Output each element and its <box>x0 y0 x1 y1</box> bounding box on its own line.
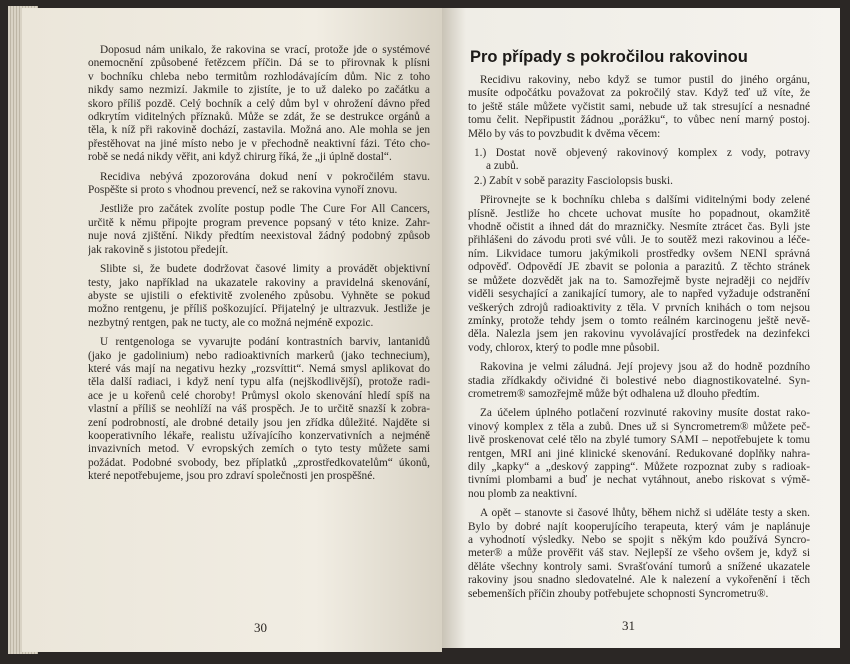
text-line: veškerých zdrojů radioaktivity z těla. V prvních knihách o tom nejsou <box>468 301 810 314</box>
text-line: (jako je gadolinium) nebo radioaktivních markerů (jako technecium), <box>88 349 430 362</box>
section-title: Pro případy s pokročilou rakovinou <box>470 48 748 66</box>
text-line: vinový komplex z těla a zubů. Dnes už si Syncrometrem® můžete peč- <box>468 420 810 433</box>
text-line: jak rakovině s jistotou předejít. <box>88 243 229 256</box>
text-line: viděli sesychající a zanikající tumory, ale to napřed vyžaduje odstranění <box>468 288 810 301</box>
text-line: ním. Likvidace tumoru jakýmikoli prostředky ovšem NENÍ správná <box>468 247 810 260</box>
text-line: nezbytný rentgen, pak ne tucty, ale co možná nejméně expozic. <box>88 316 374 329</box>
text-line: Slibte si, že budete dodržovat časové limity a provádět objektivní <box>100 263 430 276</box>
right-page-body <box>468 74 810 607</box>
paragraph <box>88 44 430 165</box>
paragraph <box>88 263 430 330</box>
text-line: vhodně očistit a ihned dát do mrazničky. Nesmíte ztrácet čas. Byli jste <box>468 221 810 234</box>
text-line: meter® a může prověřit váš stav. Nejlepší ze všeho ovšem je, když si <box>468 547 810 560</box>
text-line: děláte všechny kontroly sami. Svrašťování tumorů a snížené ukazatele <box>468 560 810 573</box>
text-line: odpověď. Odpovědí JE zbavit se polonia a parazitů. Z těchto stránek <box>468 261 810 274</box>
text-line: Přirovnejte se k bochníku chleba s dalšími viditelnými body zelené <box>480 194 810 207</box>
paragraph <box>88 336 430 483</box>
text-line: A opět – stanovte si časové lhůty, během nichž si uděláte testy a sken. <box>480 507 810 520</box>
text-line: skoro příliš pozdě. Celý bochník a celý dům byl v ohrožení dávno před <box>88 97 430 110</box>
text-line: ace je u kořenů celé choroby! Průmysl okolo skenování hledí spíš na <box>88 389 430 402</box>
text-line: Mělo by vás to povzbudit k dvěma věcem: <box>468 127 661 140</box>
paragraph <box>468 147 810 174</box>
text-line: možno rentgenu, je příliš poškozující. Přijatelný je ultrazvuk. Jestliže je <box>88 303 430 316</box>
text-line: robě se nedá nikdy věřit, ani když chirurg říká, že „ji úplně dostal“. <box>88 151 392 164</box>
text-line: nikdy samo nezmizí. Jakmile to zjistíte, je to už daleko po začátku a <box>88 84 430 97</box>
text-line: crometrem® samozřejmě může být odhalena už dlouho předtím. <box>468 387 760 400</box>
text-line: Jestliže pro začátek zvolíte postup podle The Cure For All Cancers, <box>100 203 430 216</box>
paragraph <box>468 175 810 188</box>
text-line: přestěhovat na jiné místo nebo je v přechodně neaktivní fázi. Této cho- <box>88 137 430 150</box>
text-line: se můžete dozvědět jak na to. Samozřejmě byste nejraději co nejdřív <box>468 274 810 287</box>
text-line: a zubů. <box>486 160 519 173</box>
paragraph <box>468 194 810 355</box>
paragraph <box>468 507 810 601</box>
text-line: stadia zřídkakdy očividné či bolestivé nebo diagnostikovatelné. Syn- <box>468 374 810 387</box>
text-line: rentgen, MRI ani jiné klinické skenování. Redukované doplňky nahra- <box>468 447 810 460</box>
text-line: a vyhodnotí výsledky. Nebo se spojit s někým kdo používá Syncro- <box>468 534 810 546</box>
text-line: požádat. Podobné svobody, bez příplatků „zprostředkovatelům“ úkonů, <box>88 456 430 469</box>
text-line: vody, chlorox, který to podle mne působil. <box>468 341 660 354</box>
text-line: v bochníku chleba nebo termitům rozhlodávajícím dům. Nic z toho <box>88 70 430 83</box>
text-line: tivními plombami a buď je nechat vytáhnout, anebo riskovat s výmě- <box>468 474 810 487</box>
text-line: rakoviny jsou snadno sledovatelné. Ale k nalezení a vykořenění i těch <box>468 574 810 587</box>
left-page <box>22 8 442 652</box>
paragraph <box>468 407 810 501</box>
text-line: testy, jako například na ukazatele rakoviny a pravidelná skenování, <box>88 276 430 289</box>
text-line: tomu čelit. Nepřipustit žádnou „porážku“, to vůbec není marný postoj. <box>468 114 810 127</box>
left-page-body <box>88 44 430 490</box>
text-line: které nepotřebujeme, jsou pro zdraví společnosti jen prospěšné. <box>88 470 376 483</box>
text-line: onemocnění způsobené řetězcem příčin. Dá se to přirovnak k plísni <box>88 57 430 70</box>
text-line: které vás mají na negativu hezky „rozsvíttit“. Nemá smysl aplikovat do <box>88 362 430 375</box>
page-number-right: 31 <box>622 618 635 633</box>
paragraph <box>88 203 430 257</box>
text-line: to ještě stále můžete vyčistit sami, nebude už tak stresující a nesnadné <box>468 100 810 113</box>
text-line: sebemenších příčin zhouby potřebujete schopnosti Syncrometru®. <box>468 587 769 600</box>
right-page <box>442 8 840 648</box>
text-line: Bylo by dobré najít kooperujícího terapeuta, který vám je naplánuje <box>468 520 810 533</box>
text-line: zení podrobností, ale drobné detaily jsou jen zřídka důležité. Najděte si <box>88 416 430 429</box>
page-number-left: 30 <box>254 620 267 635</box>
text-line: Za účelem úplného potlačení rozvinuté rakoviny musíte dostat rako- <box>480 407 810 420</box>
text-line: vlastní a příliš se neohlíží na váš prospěch. Je to určitě snazší k zobra- <box>88 403 430 416</box>
paragraph <box>88 171 430 198</box>
text-line: abyste se ujistili o efektivitě zvoleného způsobu. Vyhněte se pokud <box>88 289 430 302</box>
text-line: nuje nová zjištění. Nikdy předtím neexistoval žádný podobný způsob <box>88 230 430 243</box>
text-line: U rentgenologa se vyvarujte podání kontrastních barviv, lantanidů <box>100 336 430 349</box>
text-line: zmínky, protože tehdy jsem o tomto reálném karcinogenu ještě nevě- <box>468 314 810 327</box>
text-line: plísně. Jestliže ho chcete uchovat musíte ho popadnout, okamžitě <box>468 207 810 220</box>
text-line: kooperativního lékaře, realistu užívajícího konzervativních a nejméně <box>88 429 430 442</box>
text-line: invazivních metod. V evropských zemích o tyto testy můžete sami <box>88 443 430 456</box>
text-line: Recidiva nebývá zpozorována dokud není v pokročilém stavu. <box>100 170 430 183</box>
text-line: livě proskenovat celé tělo na zbylé tumory SAMI – nepotřebujete k tomu <box>468 434 810 447</box>
text-line: určitě k němu připojte program prevence popsaný v této knize. Zahr- <box>88 216 430 229</box>
text-line: dily „kapky“ a „deskový zapping“. Můžete rozpoznat zuby s radioak- <box>468 460 810 473</box>
text-line: 1.) Dostat nově objevený rakovinový komplex z vody, potravy <box>474 147 810 160</box>
text-line: přihlášeni do závodu proti své vůli. Je to soutěž mezi rakovinou a léče- <box>468 234 810 247</box>
text-line: Rakovina je velmi záludná. Její projevy jsou až do hodně pozdního <box>480 361 810 374</box>
text-line: Pospěšte si proto s vhodnou prevencí, než se rakovina vynoří znovu. <box>88 184 398 197</box>
text-line: musíte odpočátku považovat za pokročilý stav. Když teď už víte, že <box>468 87 810 100</box>
text-line: děla. Nalezla jsem jen rakovinu vyvolávající prostředek na dezinfekci <box>468 328 810 341</box>
text-line: těla další radiaci, i když není typu alfa (nejškodlivější), protože radi- <box>88 376 430 389</box>
paragraph <box>468 361 810 401</box>
text-line: nou plomb za neaktivní. <box>468 487 578 500</box>
text-line: 2.) Zabít v sobě parazity Fasciolopsis buski. <box>474 174 673 187</box>
text-line: Doposud nám unikalo, že rakovina se vrací, protože jde o systémové <box>100 44 430 56</box>
text-line: odkrytím viditelných příznaků. Může se zdát, že se destrukce orgánů a <box>88 111 430 124</box>
text-line: těla, k níž při rakovině dochází, zastavila. Možná ano. Ale mohla se jen <box>88 124 430 137</box>
paragraph <box>468 74 810 141</box>
text-line: Recidivu rakoviny, nebo když se tumor pustil do jiného orgánu, <box>480 74 810 86</box>
